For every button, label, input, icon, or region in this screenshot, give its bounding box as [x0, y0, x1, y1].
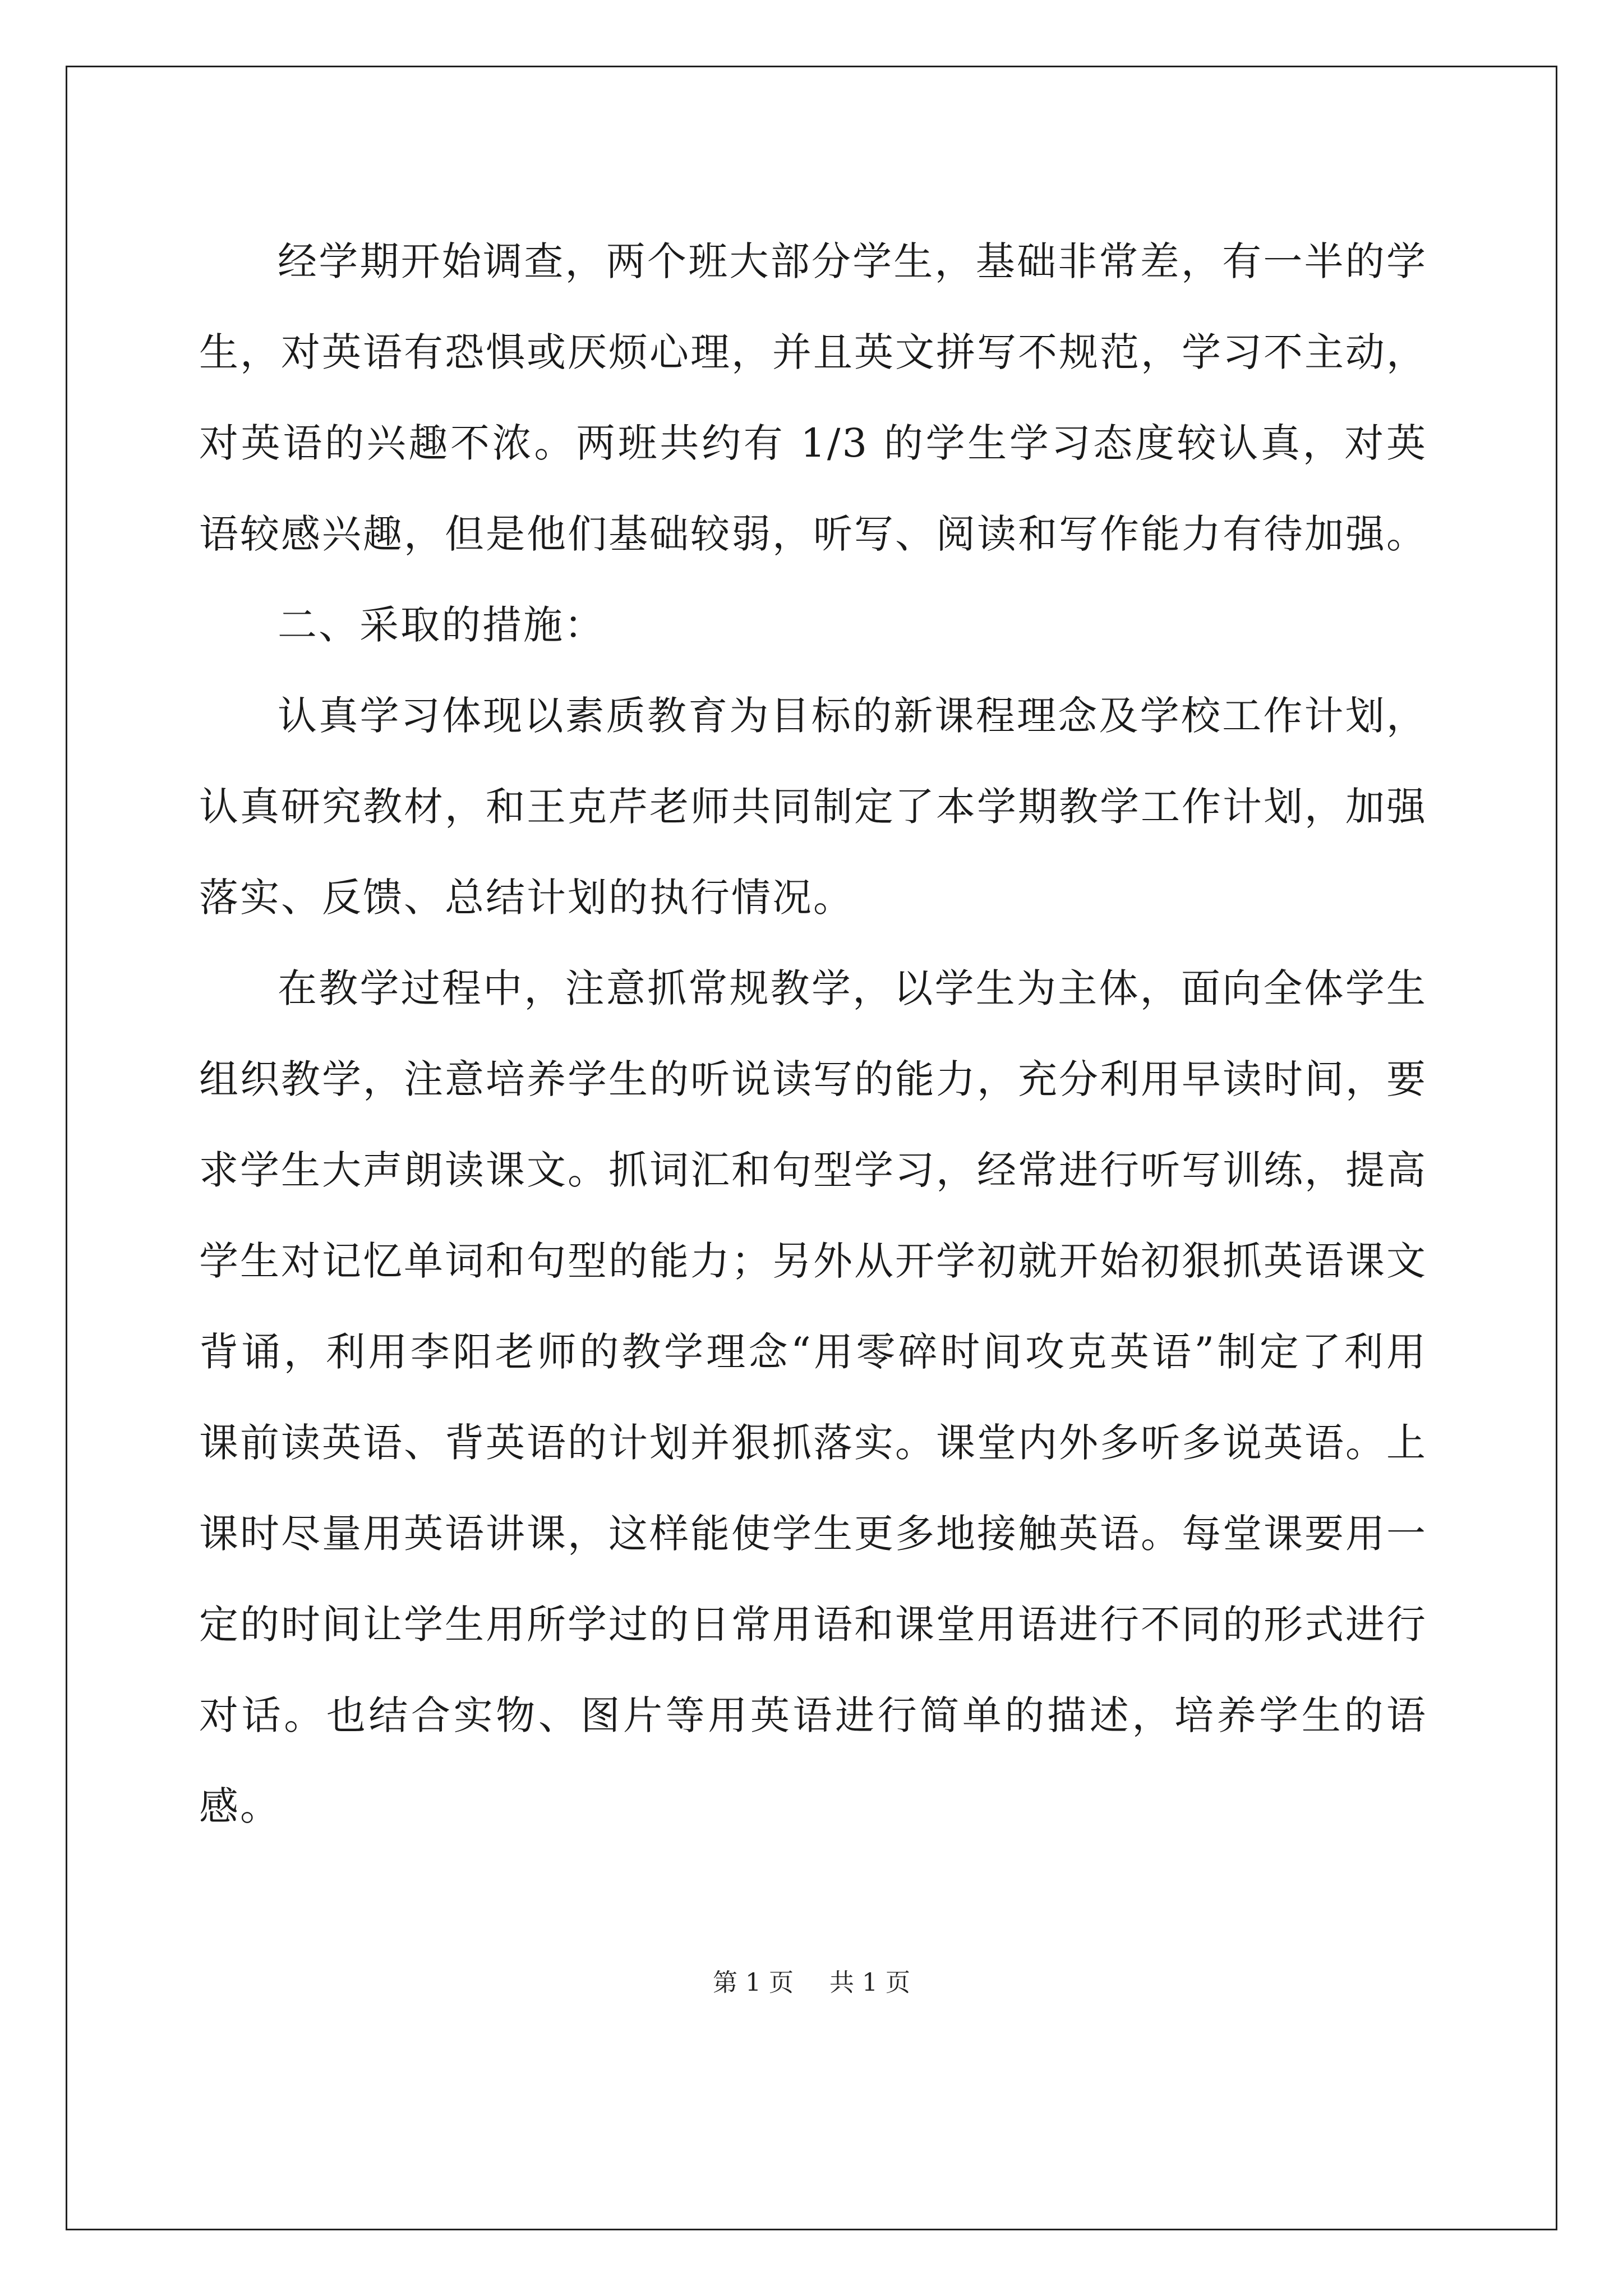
- paragraph-survey: 经学期开始调查，两个班大部分学生，基础非常差，有一半的学生，对英语有恐惧或厌烦心理，并且英文拼写不规范，学习不主动，对英语的兴趣不浓。两班共约有 1/3 的学生学习态度较认真，对英语较感兴趣，但是他们基础较弱，听写、阅读和写作能力有待加强。: [199, 238, 1427, 557]
- page-total: 共 1 页: [829, 1968, 910, 1997]
- paragraph-teaching-process: 在教学过程中，注意抓常规教学，以学生为主体，面向全体学生组织教学，注意培养学生的听说读写的能力，充分利用早读时间，要求学生大声朗读课文。抓词汇和句型学习，经常进行听写训练，提高学生对记忆单词和句型的能力；另外从开学初就开始初狠抓英语课文背诵，利用李阳老师的教学理念“用零碎时间攻克英语”制定了利用课前读英语、背英语的计划并狠抓落实。课堂内外多听多说英语。上课时尽量用英语讲课，这样能使学生更多地接触英语。每堂课要用一定的时间让学生用所学过的日常用语和课堂用语进行不同的形式进行对话。也结合实物、图片等用英语进行简单的描述，培养学生的语感。: [199, 965, 1427, 1829]
- section-heading-measures: 二、采取的措施：: [278, 602, 605, 648]
- document-body: [199, 216, 1427, 1852]
- page-number: 第 1 页: [713, 1968, 794, 1997]
- paragraph-planning: 认真学习体现以素质教育为目标的新课程理念及学校工作计划，认真研究教材，和王克芹老师共同制定了本学期教学工作计划，加强落实、反馈、总结计划的执行情况。: [199, 693, 1427, 921]
- page-footer: [0, 1962, 1623, 1998]
